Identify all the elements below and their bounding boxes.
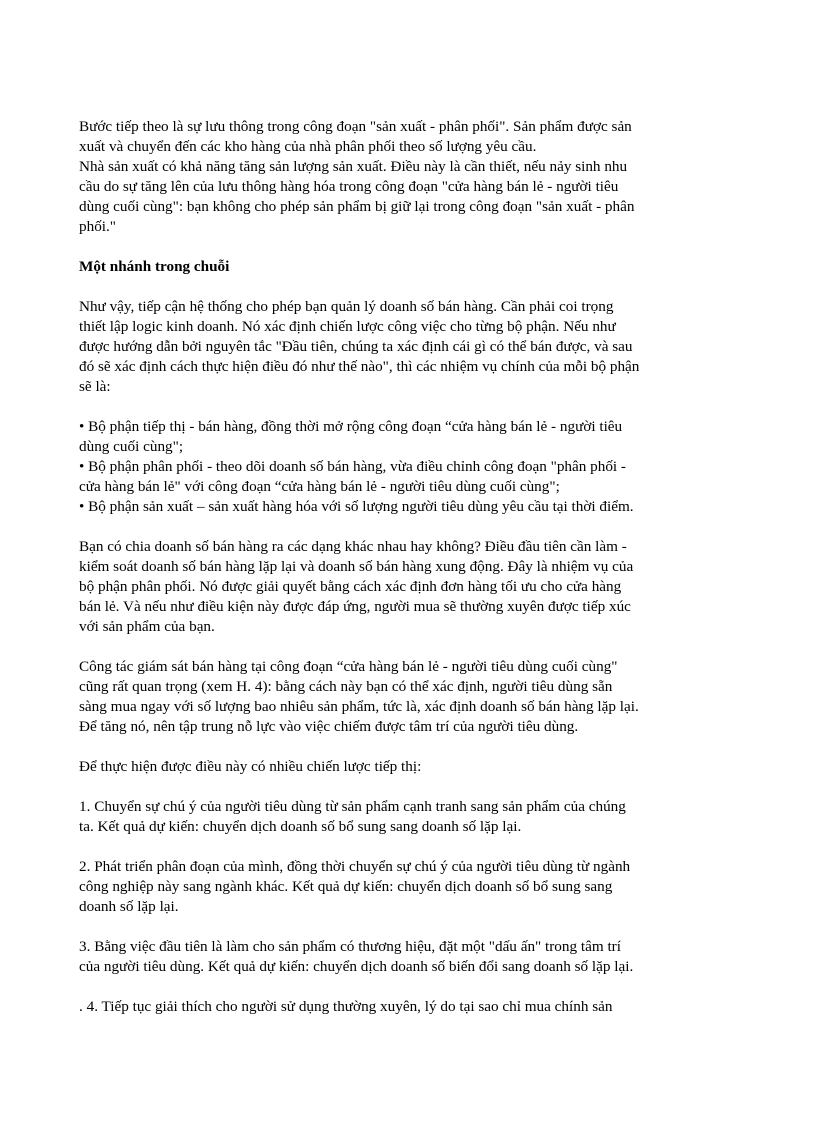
text-line: sàng mua ngay với số lượng bao nhiêu sản phẩm, tức là, xác định doanh số bán hàng lặp lại. — [79, 698, 639, 715]
paragraph-strategies-intro — [79, 757, 739, 777]
text-line: 2. Phát triển phân đoạn của mình, đồng thời chuyển sự chú ý của người tiêu dùng từ ngành — [79, 858, 631, 875]
strategy-item-3 — [79, 937, 739, 977]
strategy-item-2 — [79, 857, 739, 917]
bullet-line: • Bộ phận sản xuất – sản xuất hàng hóa với số lượng người tiêu dùng yêu cầu tại thời điểm. — [79, 498, 634, 515]
text-line: với sản phẩm của bạn. — [79, 618, 215, 635]
paragraph-sales-types — [79, 537, 739, 637]
text-line: đó sẽ xác định cách thực hiện điều đó như thế nào", thì các nhiệm vụ chính của mỗi bộ phận — [79, 358, 640, 375]
bullet-line: cửa hàng bán lẻ" với công đoạn “cửa hàng bán lẻ - người tiêu dùng cuối cùng"; — [79, 478, 560, 495]
text-line: thiết lập logic kinh doanh. Nó xác định chiến lược công việc cho từng bộ phận. Nếu như — [79, 318, 616, 335]
text-line: 1. Chuyển sự chú ý của người tiêu dùng từ sản phẩm cạnh tranh sang sản phẩm của chúng — [79, 798, 626, 815]
text-line: . 4. Tiếp tục giải thích cho người sử dụng thường xuyên, lý do tại sao chỉ mua chính sản — [79, 998, 613, 1015]
paragraph-systems-approach — [79, 297, 739, 397]
text-line: bán lẻ. Và nếu như điều kiện này được đáp ứng, người mua sẽ thường xuyên được tiếp xúc — [79, 598, 631, 615]
text-line: kiểm soát doanh số bán hàng lặp lại và doanh số bán hàng xung động. Đây là nhiệm vụ của — [79, 558, 634, 575]
text-line: dùng cuối cùng": bạn không cho phép sản phẩm bị giữ lại trong công đoạn "sản xuất - phân — [79, 198, 635, 215]
bullet-line: dùng cuối cùng"; — [79, 438, 184, 455]
text-line: công nghiệp này sang ngành khác. Kết quả dự kiến: chuyển dịch doanh số bổ sung sang — [79, 878, 613, 895]
text-line: của người tiêu dùng. Kết quả dự kiến: chuyển dịch doanh số biến đổi sang doanh số lặp lại. — [79, 958, 634, 975]
text-line: cũng rất quan trọng (xem H. 4): bằng cách này bạn có thể xác định, người tiêu dùng sẵn — [79, 678, 613, 695]
text-line: 3. Bằng việc đầu tiên là làm cho sản phẩm có thương hiệu, đặt một "dấu ấn" trong tâm trí — [79, 938, 621, 955]
text-line: ta. Kết quả dự kiến: chuyển dịch doanh số bổ sung sang doanh số lặp lại. — [79, 818, 522, 835]
paragraph-sales-monitoring — [79, 657, 739, 737]
text-line: Nhà sản xuất có khả năng tăng sản lượng sản xuất. Điều này là cần thiết, nếu nảy sinh nhu — [79, 158, 628, 175]
strategy-item-1 — [79, 797, 739, 837]
text-line: Để tăng nó, nên tập trung nỗ lực vào việc chiếm được tâm trí của người tiêu dùng. — [79, 718, 579, 735]
text-line: bộ phận phân phối. Nó được giải quyết bằng cách xác định đơn hàng tối ưu cho cửa hàng — [79, 578, 622, 595]
text-line: xuất và chuyển đến các kho hàng của nhà phân phối theo số lượng yêu cầu. — [79, 138, 537, 155]
bullet-line: • Bộ phận tiếp thị - bán hàng, đồng thời mở rộng công đoạn “cửa hàng bán lẻ - người tiêu — [79, 418, 623, 435]
section-heading: Một nhánh trong chuỗi — [79, 258, 230, 275]
text-line: cầu do sự tăng lên của lưu thông hàng hóa trong công đoạn "cửa hàng bán lẻ - người tiêu — [79, 178, 619, 195]
text-line: Bạn có chia doanh số bán hàng ra các dạng khác nhau hay không? Điều đầu tiên cần làm - — [79, 538, 627, 555]
document-page — [79, 117, 739, 1037]
strategy-item-4 — [79, 997, 739, 1017]
text-line: Để thực hiện được điều này có nhiều chiến lược tiếp thị: — [79, 758, 422, 775]
department-bullet-list — [79, 417, 739, 517]
bullet-line: • Bộ phận phân phối - theo dõi doanh số bán hàng, vừa điều chỉnh công đoạn "phân phối - — [79, 458, 626, 475]
text-line: Như vậy, tiếp cận hệ thống cho phép bạn quản lý doanh số bán hàng. Cần phải coi trọng — [79, 298, 614, 315]
text-line: doanh số lặp lại. — [79, 898, 179, 915]
text-line: sẽ là: — [79, 378, 111, 395]
text-line: Bước tiếp theo là sự lưu thông trong công đoạn "sản xuất - phân phối". Sản phẩm được sản — [79, 118, 632, 135]
intro-paragraph — [79, 117, 739, 237]
text-line: phối." — [79, 218, 116, 235]
text-line: được hướng dẫn bởi nguyên tắc "Đầu tiên, chúng ta xác định cái gì có thể bán được, và sau — [79, 338, 633, 355]
text-line: Công tác giám sát bán hàng tại công đoạn “cửa hàng bán lẻ - người tiêu dùng cuối cùng" — [79, 658, 618, 675]
